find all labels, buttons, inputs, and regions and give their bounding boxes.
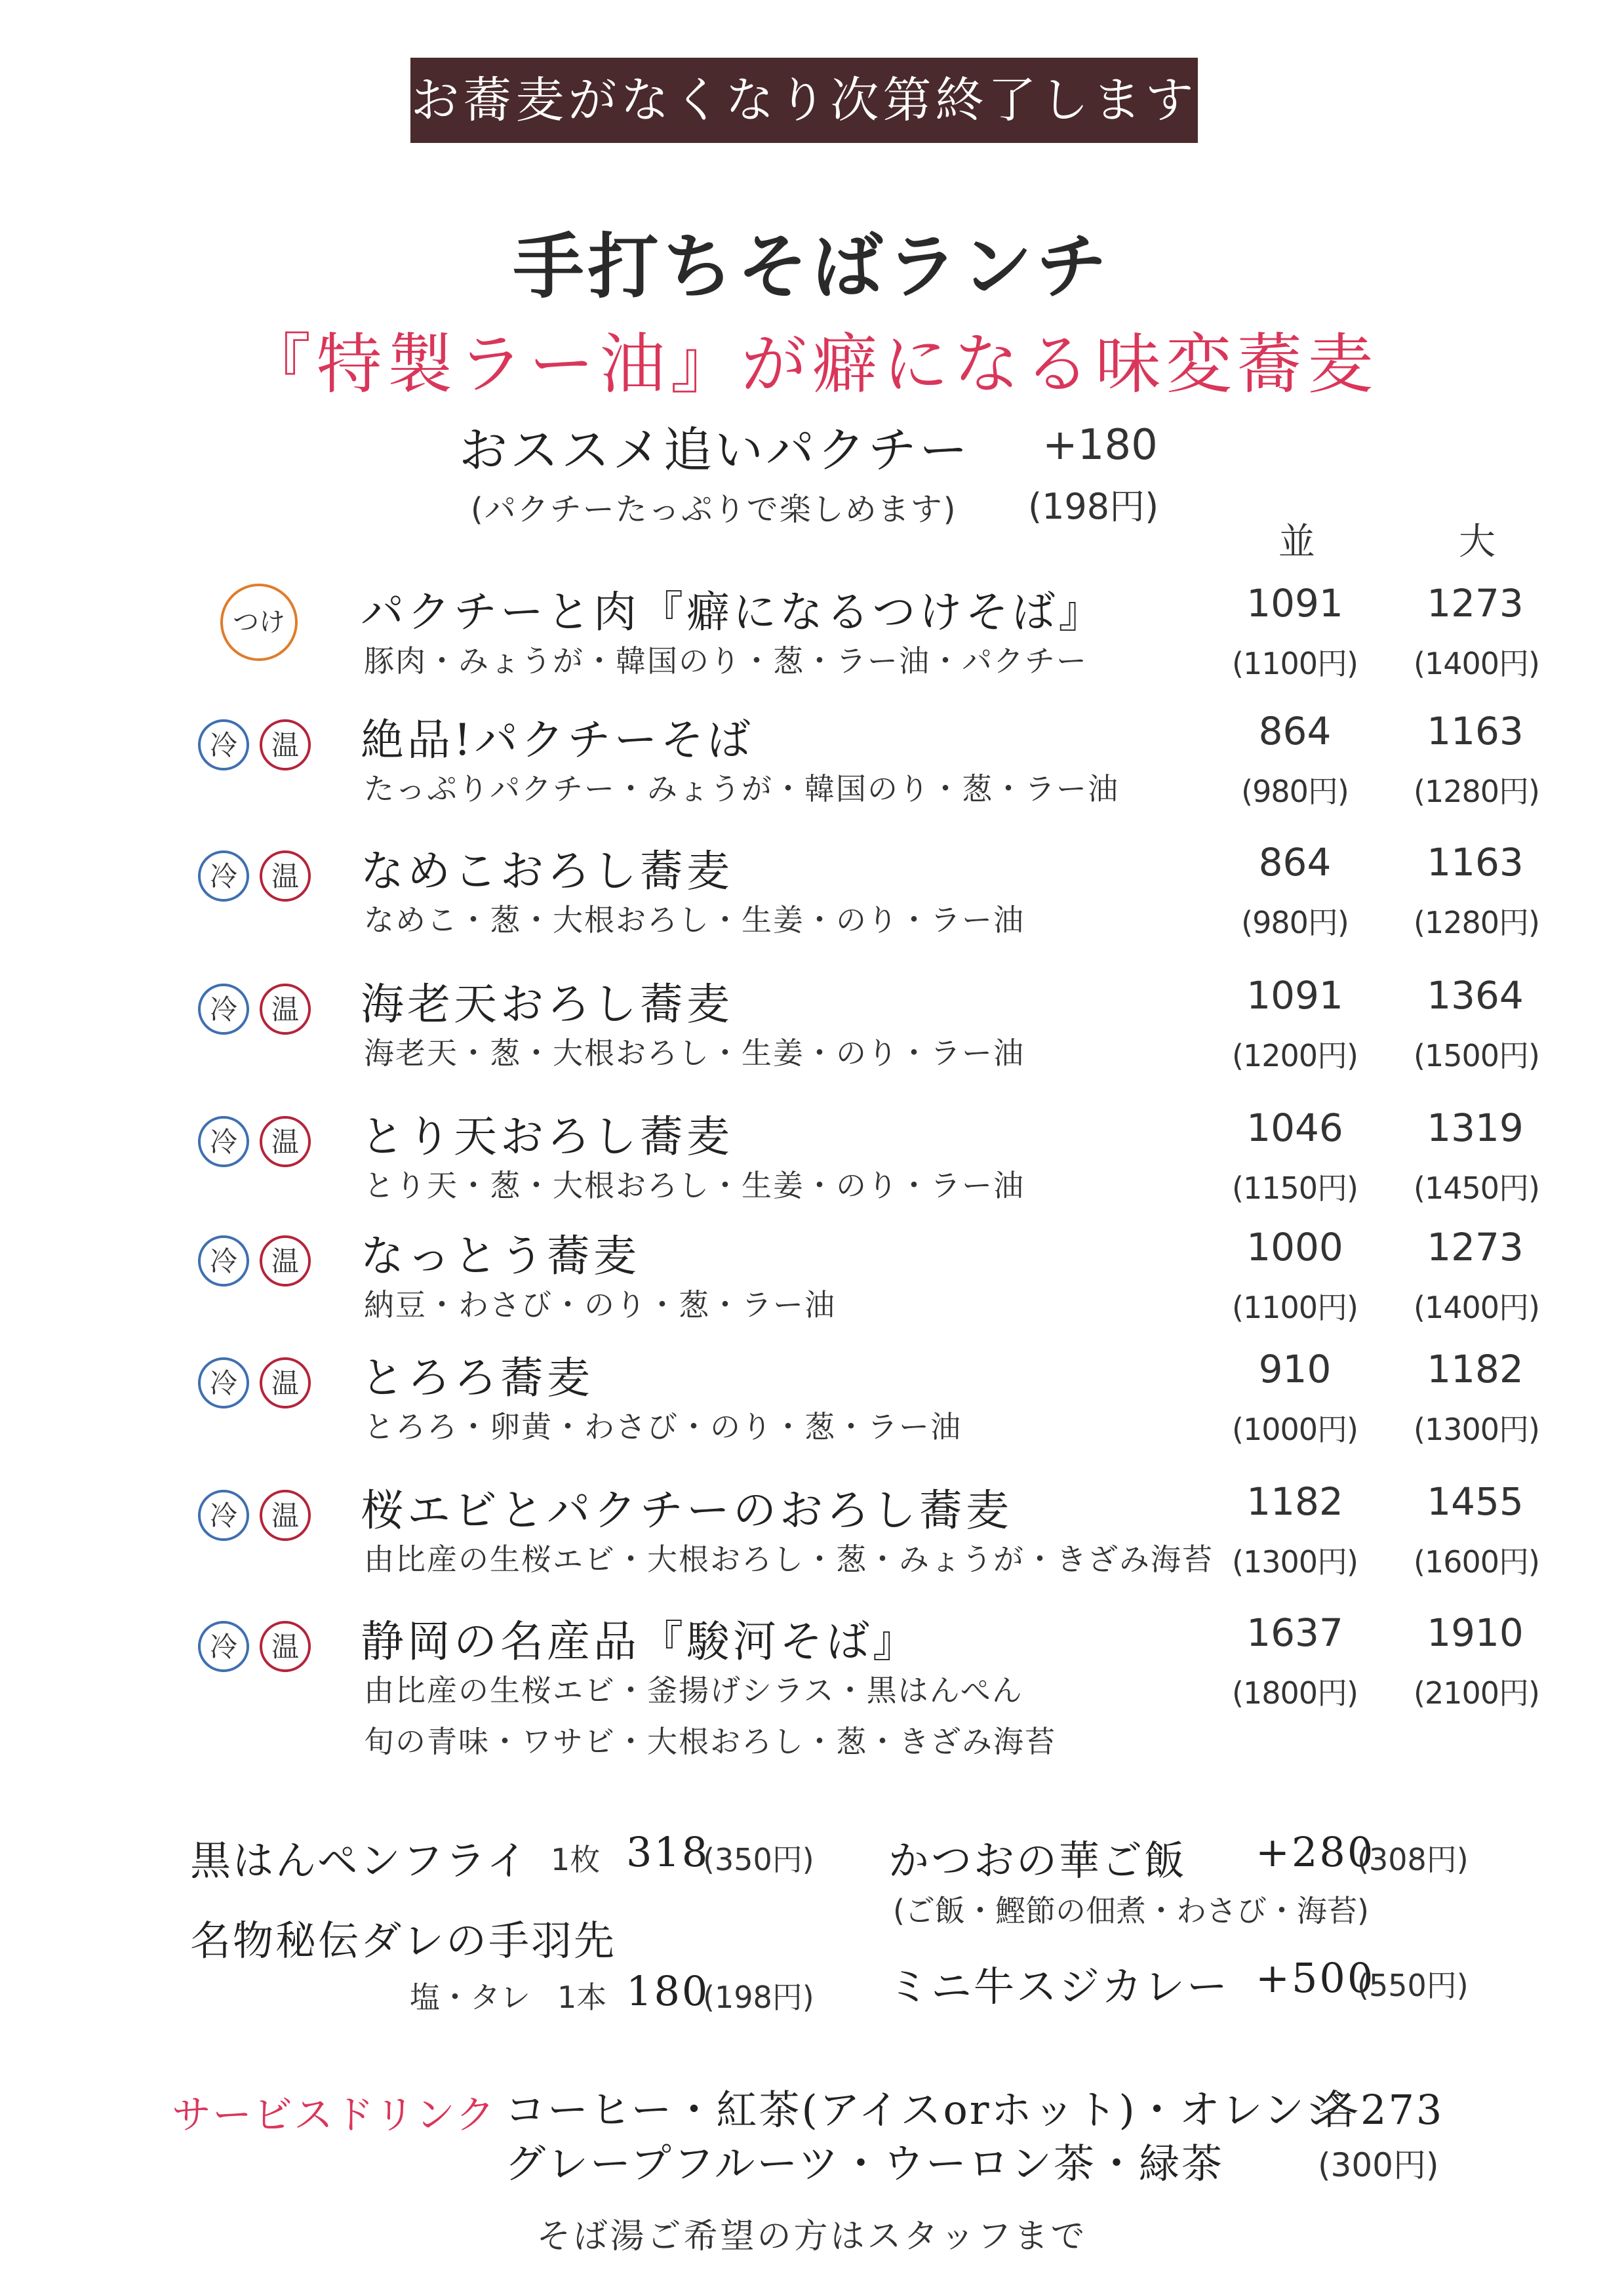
menu-item-price-large: 1910 — [1427, 1610, 1524, 1655]
menu-item-desc: とり天・葱・大根おろし・生姜・のり・ラー油 — [364, 1168, 1025, 1203]
menu-item-desc: 由比産の生桜エビ・釜揚げシラス・黒はんぺん — [364, 1673, 1023, 1708]
menu-item-tax-regular: (1800円) — [1232, 1675, 1358, 1711]
menu-item-tax-large: (1400円) — [1414, 646, 1539, 681]
menu-item-price-large: 1273 — [1427, 1225, 1524, 1269]
menu-item-tax-large: (1280円) — [1414, 905, 1539, 940]
menu-title: 手打ちそばランチ — [513, 226, 1111, 308]
side-tebasaki-tax: (198円) — [703, 1980, 814, 2015]
menu-item-price-large: 1319 — [1427, 1106, 1524, 1150]
side-tebasaki-options: 塩・タレ — [410, 1980, 530, 2015]
menu-item-price-regular: 1000 — [1246, 1225, 1343, 1269]
menu-item-desc: 海老天・葱・大根おろし・生姜・のり・ラー油 — [364, 1035, 1025, 1071]
menu-item-price-large: 1455 — [1427, 1479, 1524, 1524]
menu-item-tax-regular: (1100円) — [1232, 646, 1358, 681]
menu-item-name: 静岡の名産品『駿河そば』 — [361, 1616, 919, 1667]
menu-item-tax-large: (1450円) — [1414, 1170, 1539, 1206]
side-katsuo-price: +280 — [1256, 1828, 1376, 1876]
menu-item-price-regular: 1637 — [1246, 1610, 1343, 1655]
hot-badge-icon: 温 — [260, 719, 311, 770]
menu-item-tax-large: (1600円) — [1414, 1544, 1539, 1580]
side-hanpen-price: 318 — [626, 1828, 710, 1876]
menu-item-tax-large: (2100円) — [1414, 1675, 1539, 1711]
side-tebasaki-price: 180 — [626, 1967, 710, 2015]
pakuchi-topping-price: +180 — [1042, 421, 1158, 469]
pakuchi-topping-tax-price: (198円) — [1028, 486, 1159, 527]
menu-item-desc: とろろ・卵黄・わさび・のり・葱・ラー油 — [364, 1409, 962, 1445]
menu-item-name: 海老天おろし蕎麦 — [361, 979, 733, 1029]
menu-item-name: パクチーと肉『癖になるつけそば』 — [361, 587, 1105, 637]
menu-item-tax-regular: (980円) — [1241, 774, 1349, 809]
side-curry-tax: (550円) — [1357, 1968, 1469, 2003]
menu-item-name: 桜エビとパクチーのおろし蕎麦 — [361, 1485, 1012, 1536]
menu-item-tax-regular: (1100円) — [1232, 1290, 1358, 1325]
menu-item-tax-regular: (1150円) — [1232, 1170, 1358, 1206]
cold-badge-icon: 冷 — [198, 1235, 249, 1287]
drink-price: 各273 — [1318, 2086, 1444, 2134]
menu-item-price-large: 1163 — [1427, 840, 1524, 885]
cold-badge-icon: 冷 — [198, 850, 249, 902]
menu-item-tax-large: (1300円) — [1414, 1412, 1539, 1447]
menu-item-tax-regular: (980円) — [1241, 905, 1349, 940]
cold-badge-icon: 冷 — [198, 984, 249, 1035]
size-header-large: 大 — [1459, 521, 1495, 563]
cold-badge-icon: 冷 — [198, 1357, 249, 1408]
menu-item-tax-large: (1500円) — [1414, 1038, 1539, 1073]
drink-tax-price: (300円) — [1318, 2146, 1439, 2184]
menu-item-name: なっとう蕎麦 — [361, 1231, 640, 1281]
side-tebasaki-name: 名物秘伝ダレの手羽先 — [190, 1917, 617, 1965]
pakuchi-topping-note: (パクチーたっぷりで楽しめます) — [471, 491, 957, 528]
drink-list-line2: グレープフルーツ・ウーロン茶・緑茶 — [505, 2140, 1224, 2187]
menu-item-desc: 納豆・わさび・のり・葱・ラー油 — [364, 1287, 836, 1323]
pakuchi-topping-label: おススメ追いパクチー — [459, 422, 970, 479]
service-drink-label: サービスドリンク — [172, 2092, 496, 2138]
side-katsuo-note: (ご飯・鰹節の佃煮・わさび・海苔) — [893, 1893, 1369, 1928]
menu-item-price-large: 1163 — [1427, 709, 1524, 753]
side-tebasaki-qty: 1本 — [557, 1980, 607, 2015]
side-katsuo-name: かつおの華ご飯 — [888, 1837, 1187, 1885]
menu-item-desc: 旬の青味・ワサビ・大根おろし・葱・きざみ海苔 — [364, 1724, 1056, 1759]
menu-item-price-regular: 864 — [1258, 709, 1332, 753]
size-header-regular: 並 — [1278, 521, 1315, 563]
menu-item-tax-large: (1400円) — [1414, 1290, 1539, 1325]
menu-item-tax-regular: (1000円) — [1232, 1412, 1358, 1447]
menu-item-tax-regular: (1200円) — [1232, 1038, 1358, 1073]
tsuke-badge-icon: つけ — [220, 584, 298, 661]
cold-badge-icon: 冷 — [198, 1490, 249, 1541]
drink-list-line1: コーヒー・紅茶(アイスorホット)・オレンジ — [505, 2086, 1348, 2134]
menu-item-price-regular: 910 — [1258, 1347, 1332, 1391]
hot-badge-icon: 温 — [260, 1621, 311, 1672]
menu-item-price-large: 1182 — [1427, 1347, 1524, 1391]
menu-item-price-regular: 1091 — [1246, 581, 1343, 626]
menu-item-tax-regular: (1300円) — [1232, 1544, 1358, 1580]
hot-badge-icon: 温 — [260, 1357, 311, 1408]
cold-badge-icon: 冷 — [198, 719, 249, 770]
hot-badge-icon: 温 — [260, 850, 311, 902]
side-hanpen-name: 黒はんペンフライ — [190, 1837, 529, 1885]
menu-item-tax-large: (1280円) — [1414, 774, 1539, 809]
hot-badge-icon: 温 — [260, 1235, 311, 1287]
cold-badge-icon: 冷 — [198, 1116, 249, 1167]
cold-badge-icon: 冷 — [198, 1621, 249, 1672]
side-hanpen-qty: 1枚 — [551, 1842, 601, 1877]
menu-item-price-regular: 1046 — [1246, 1106, 1343, 1150]
menu-item-name: とり天おろし蕎麦 — [361, 1111, 733, 1162]
menu-item-desc: 由比産の生桜エビ・大根おろし・葱・みょうが・きざみ海苔 — [364, 1542, 1214, 1577]
menu-item-desc: なめこ・葱・大根おろし・生姜・のり・ラー油 — [364, 902, 1025, 938]
menu-item-name: なめこおろし蕎麦 — [361, 846, 733, 896]
menu-item-name: とろろ蕎麦 — [361, 1353, 593, 1403]
menu-item-price-regular: 1182 — [1246, 1479, 1343, 1524]
hot-badge-icon: 温 — [260, 1116, 311, 1167]
side-curry-price: +500 — [1256, 1954, 1376, 2002]
menu-item-desc: 豚肉・みょうが・韓国のり・葱・ラー油・パクチー — [364, 643, 1088, 679]
menu-subtitle: 『特製ラー油』が癖になる味変蕎麦 — [245, 326, 1379, 403]
side-katsuo-tax: (308円) — [1357, 1842, 1469, 1877]
menu-item-price-regular: 864 — [1258, 840, 1332, 885]
hot-badge-icon: 温 — [260, 1490, 311, 1541]
menu-item-price-regular: 1091 — [1246, 973, 1343, 1018]
menu-item-name: 絶品!パクチーそば — [361, 715, 754, 765]
menu-item-price-large: 1364 — [1427, 973, 1524, 1018]
sold-out-banner: お蕎麦がなくなり次第終了します — [410, 58, 1198, 143]
hot-badge-icon: 温 — [260, 984, 311, 1035]
side-hanpen-tax: (350円) — [703, 1842, 814, 1877]
side-curry-name: ミニ牛スジカレー — [888, 1963, 1230, 2010]
menu-item-desc: たっぷりパクチー・みょうが・韓国のり・葱・ラー油 — [364, 771, 1119, 807]
soba-yu-note: そば湯ご希望の方はスタッフまで — [536, 2217, 1088, 2256]
menu-item-price-large: 1273 — [1427, 581, 1524, 626]
